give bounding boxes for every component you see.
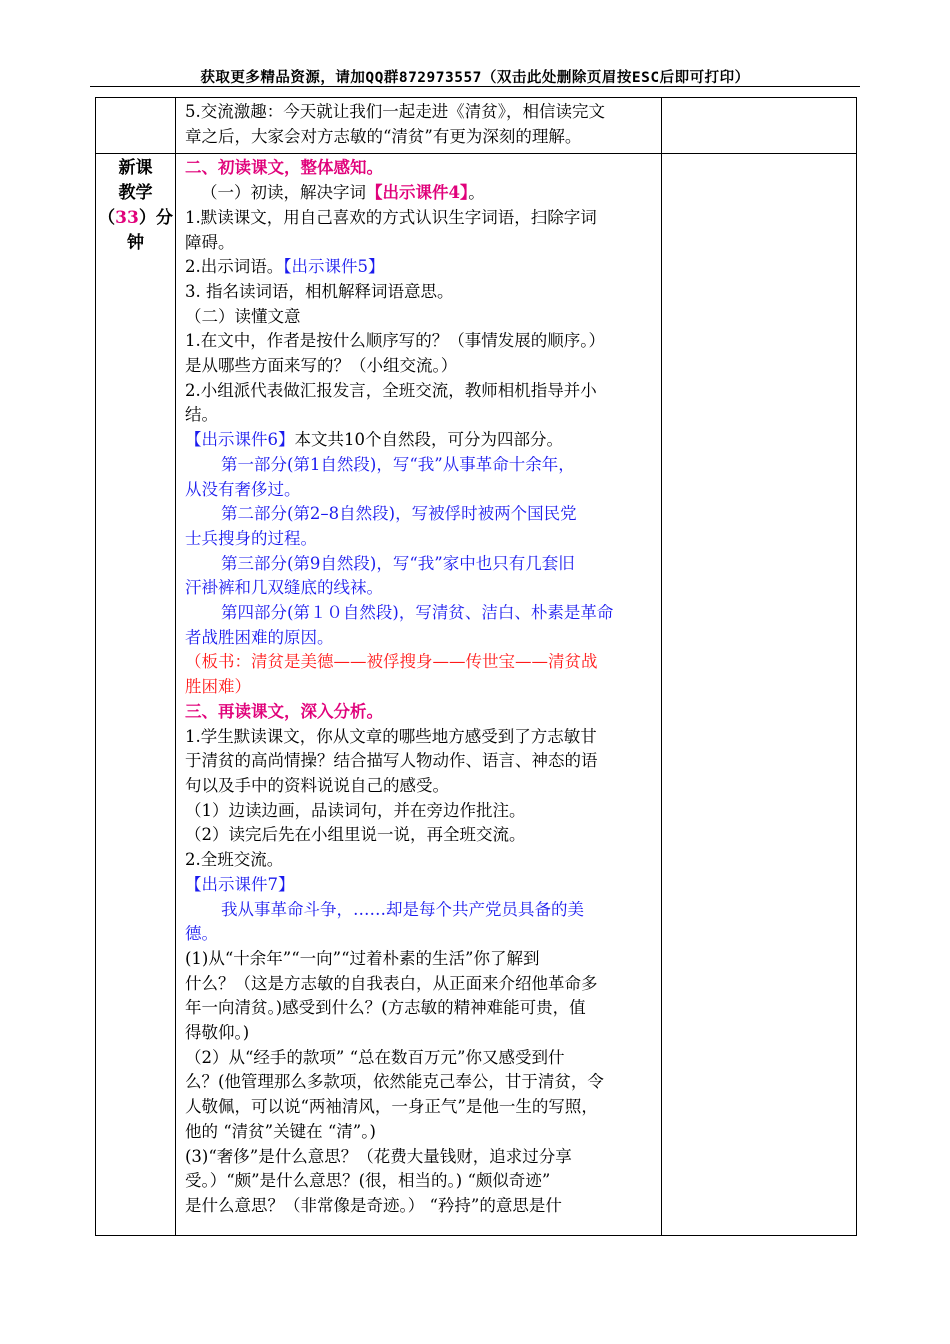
text-line: （2）读完后先在小组里说一说，再全班交流。 xyxy=(185,825,526,845)
text-line: 结。 xyxy=(185,405,218,425)
text-line: (1)从“十余年”“一向”“过着朴素的生活”你了解到 xyxy=(185,948,540,968)
table-row xyxy=(96,154,857,1236)
text-line: 汗褂裤和几双缝底的线袜。 xyxy=(185,578,383,598)
table-row xyxy=(96,98,857,154)
text-line: （2）从“经手的款项” “总在数百万元”你又感受到什 xyxy=(185,1047,565,1067)
row1-content-cell xyxy=(176,98,662,154)
lesson-table xyxy=(95,97,857,1236)
text-line: 是从哪些方面来写的？（小组交流。） xyxy=(185,356,458,376)
text-line: 得敬仰。) xyxy=(185,1023,250,1043)
text-line: 第三部分(第9自然段)，写“我”家中也只有几套旧 xyxy=(221,553,575,573)
board-note: （板书：清贫是美德——被俘搜身——传世宝——清贫战 xyxy=(185,652,598,672)
page-header: 获取更多精品资源，请加QQ群872973557（双击此处删除页眉按ESC后即可打印） xyxy=(200,70,750,86)
subsection-heading: （一）初读，解决字词【出示课件4】。 xyxy=(201,183,485,203)
text-line: 从没有奢侈过。 xyxy=(185,479,301,499)
text-line: 什么？（这是方志敏的自我表白，从正面来介绍他革命多 xyxy=(185,973,598,993)
text-line: 第一部分(第1自然段)，写“我”从事革命十余年， xyxy=(221,454,575,474)
text-line: 1.学生默读课文，你从文章的哪些地方感受到了方志敏甘 xyxy=(185,726,597,746)
text-line: 于清贫的高尚情操？结合描写人物动作、语言、神态的语 xyxy=(185,751,598,771)
subsection-heading: （二）读懂文意 xyxy=(185,306,301,326)
text-line: 士兵搜身的过程。 xyxy=(185,528,317,548)
text-line: 3. 指名读词语，相机解释词语意思。 xyxy=(185,281,454,301)
text-line: 【出示课件6】本文共10个自然段，可分为四部分。 xyxy=(185,430,563,450)
text-line: 1.在文中，作者是按什么顺序写的？（事情发展的顺序。） xyxy=(185,331,605,351)
courseware-ref: 【出示课件6】 xyxy=(185,430,295,450)
text-line: (3)“奢侈”是什么意思？（花费大量钱财，追求过分享 xyxy=(185,1146,572,1166)
courseware-ref: 【出示课件4】 xyxy=(366,183,469,203)
text-line: 他的 “清贫”关键在 “清”。) xyxy=(185,1121,376,1141)
text-line: 我从事革命斗争，……却是每个共产党员具备的美 xyxy=(221,899,584,919)
text-line: 章之后，大家会对方志敏的“清贫”有更为深刻的理解。 xyxy=(185,126,582,146)
text-line: 2.出示词语。【出示课件5】 xyxy=(185,257,385,277)
section-title: 三、再读课文，深入分析。 xyxy=(185,701,383,721)
row1-label-cell xyxy=(96,98,176,154)
text-line: 5.交流激趣：今天就让我们一起走进《清贫》，相信读完文 xyxy=(185,102,605,121)
text-line: 受。）“颇”是什么意思？(很，相当的。) “颇似奇迹” xyxy=(185,1171,551,1191)
text-line: 句以及手中的资料说说自己的感受。 xyxy=(185,775,449,795)
courseware-ref: 【出示课件5】 xyxy=(283,257,385,277)
text-line: 者战胜困难的原因。 xyxy=(185,627,334,647)
row1-notes-cell xyxy=(662,98,857,154)
text-line: （1）边读边画，品读词句，并在旁边作批注。 xyxy=(185,800,526,820)
text-line: 年一向清贫。)感受到什么？(方志敏的精神难能可贵，值 xyxy=(185,998,586,1018)
text-line: 第二部分(第2–8自然段)，写被俘时被两个国民党 xyxy=(221,504,577,524)
section-title: 二、初读课文，整体感知。 xyxy=(185,158,383,178)
text-line: 1.默读课文，用自己喜欢的方式认识生字词语，扫除字词 xyxy=(185,207,597,227)
row2-label-cell xyxy=(96,154,176,1236)
text-line: 第四部分(第１０自然段)，写清贫、洁白、朴素是革命 xyxy=(221,603,614,623)
text-line: 2.小组派代表做汇报发言，全班交流，教师相机指导并小 xyxy=(185,380,597,400)
text-line: 障碍。 xyxy=(185,232,235,252)
text-line: 人敬佩，可以说“两袖清风，一身正气”是他一生的写照， xyxy=(185,1097,598,1117)
row2-notes-cell xyxy=(662,154,857,1236)
text-line: 德。 xyxy=(185,924,218,944)
row2-content-cell xyxy=(176,154,662,1236)
text-line: 么？(他管理那么多款项，依然能克己奉公，甘于清贫，令 xyxy=(185,1072,604,1092)
text-line: 2.全班交流。 xyxy=(185,850,284,870)
courseware-ref: 【出示课件7】 xyxy=(185,874,295,894)
header-rule xyxy=(90,86,860,87)
minutes-value: 33 xyxy=(115,208,139,229)
section-label: 新课 教学 （33）分 钟 xyxy=(98,158,173,254)
text-line: 是什么意思？（非常像是奇迹。） “矜持”的意思是什 xyxy=(185,1195,562,1215)
board-note: 胜困难） xyxy=(185,677,251,697)
